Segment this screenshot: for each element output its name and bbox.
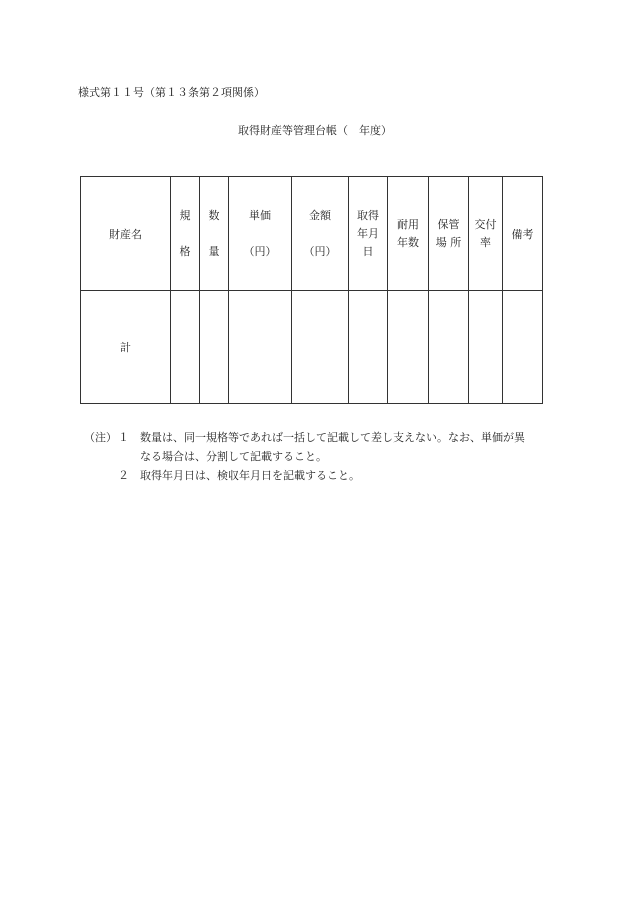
header-storage (429, 177, 469, 291)
note-item-1 (84, 428, 554, 447)
header-grant-rate (469, 177, 503, 291)
note-text-2-line-1: 取得年月日は、検収年月日を記載すること。 (140, 469, 360, 482)
header-amount-line-2: （円） (303, 244, 337, 258)
header-service-life (388, 177, 429, 291)
header-service-life-line-2: 年数 (397, 235, 419, 249)
header-asset-name (81, 177, 171, 291)
header-quantity-line-1: 数 (208, 208, 220, 222)
table-header-row (81, 177, 543, 291)
header-grant-rate-line-2: 率 (480, 235, 491, 249)
header-spec (171, 177, 200, 291)
header-storage-line-1: 保管 (437, 217, 460, 231)
header-acquired-date-line-1: 取得 (357, 208, 379, 222)
header-service-life-line-1: 耐用 (397, 217, 419, 231)
note-item-2 (84, 466, 554, 485)
header-acquired-date-line-2: 年月 (357, 226, 379, 240)
cell-grant-rate[interactable] (469, 291, 503, 404)
header-unit-price-line-2: （円） (243, 244, 277, 258)
header-unit-price (229, 177, 292, 291)
header-quantity (200, 177, 229, 291)
cell-amount[interactable] (292, 291, 349, 404)
header-spec-line-2: 格 (179, 244, 191, 258)
header-amount (292, 177, 349, 291)
notes-prefix: （注） (84, 431, 117, 444)
note-item-1-continuation (140, 447, 554, 466)
cell-remarks[interactable] (503, 291, 543, 404)
note-number-2: ２ (118, 469, 129, 482)
header-asset-name-label: 財産名 (109, 227, 142, 241)
header-acquired-date (349, 177, 388, 291)
header-spec-line-1: 規 (179, 208, 191, 222)
note-text-1-line-1: 数量は、同一規格等であれば一括して記載して差し支えない。なお、単価が異 (140, 431, 525, 444)
notes-section (84, 428, 554, 485)
cell-spec[interactable] (171, 291, 200, 404)
header-unit-price-line-1: 単価 (249, 208, 271, 222)
form-number: 様式第１１号（第１３条第２項関係） (78, 86, 265, 99)
table-row (81, 291, 543, 404)
cell-service-life[interactable] (388, 291, 429, 404)
cell-storage[interactable] (429, 291, 469, 404)
note-number-1: １ (118, 431, 129, 444)
note-text-1-line-2: なる場合は、分割して記載すること。 (140, 450, 327, 463)
header-remarks-label: 備考 (511, 227, 534, 241)
header-acquired-date-line-3: 日 (362, 244, 374, 258)
header-remarks (503, 177, 543, 291)
cell-unit-price[interactable] (229, 291, 292, 404)
total-label: 計 (120, 341, 131, 354)
cell-quantity[interactable] (200, 291, 229, 404)
document-title: 取得財産等管理台帳（ 年度） (238, 124, 392, 137)
asset-ledger-table (80, 176, 543, 404)
header-storage-line-2: 場 所 (435, 235, 462, 249)
total-cell[interactable] (81, 291, 171, 404)
header-grant-rate-line-1: 交付 (474, 217, 497, 231)
header-quantity-line-2: 量 (208, 244, 220, 258)
header-amount-line-1: 金額 (309, 208, 331, 222)
cell-acquired-date[interactable] (349, 291, 388, 404)
